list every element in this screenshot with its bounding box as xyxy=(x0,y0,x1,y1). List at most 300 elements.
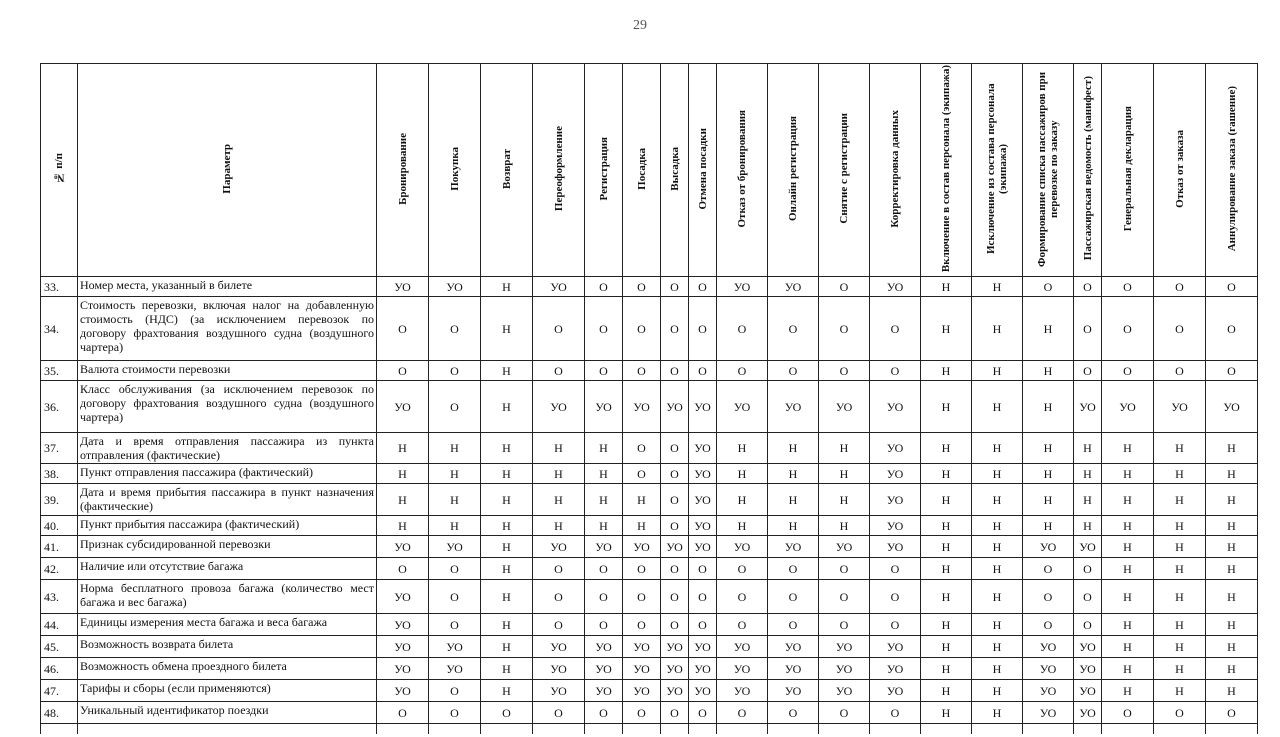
cell-value: УО xyxy=(377,277,429,297)
cell-value: УО xyxy=(1074,381,1102,433)
cell-value: О xyxy=(717,614,768,636)
cell-value: О xyxy=(870,361,921,381)
column-header-label: Снятие с регистрации xyxy=(838,113,850,224)
cell-value: О xyxy=(1154,702,1206,724)
cell-value: Н xyxy=(819,464,870,484)
column-header xyxy=(1206,64,1258,277)
cell-value: О xyxy=(870,702,921,724)
cell-value: О xyxy=(661,702,689,724)
cell-value: О xyxy=(377,361,429,381)
cell-value: Н xyxy=(481,464,533,484)
empty-cell xyxy=(717,724,768,735)
table-row xyxy=(41,702,1258,724)
column-header-label: Покупка xyxy=(448,146,461,191)
cell-value: УО xyxy=(768,658,819,680)
cell-value: Н xyxy=(1102,680,1154,702)
cell-value: УО xyxy=(689,536,717,558)
cell-value: УО xyxy=(623,636,661,658)
cell-value: Н xyxy=(972,658,1023,680)
column-header xyxy=(481,64,533,277)
table-row xyxy=(41,658,1258,680)
cell-value: О xyxy=(661,464,689,484)
cell-value: Н xyxy=(717,516,768,536)
header-row xyxy=(41,64,1258,277)
cell-value: О xyxy=(1154,277,1206,297)
cell-value: О xyxy=(870,558,921,580)
cell-value: УО xyxy=(689,484,717,516)
empty-cell xyxy=(972,724,1023,735)
empty-cell xyxy=(768,724,819,735)
cell-value: Н xyxy=(1154,536,1206,558)
cell-value: УО xyxy=(819,636,870,658)
cell-value: О xyxy=(689,702,717,724)
cell-value: Н xyxy=(921,277,972,297)
cell-value: О xyxy=(819,297,870,361)
cell-value: Н xyxy=(717,464,768,484)
row-number: 45. xyxy=(41,636,78,658)
column-header-label: № п/п xyxy=(53,153,65,184)
empty-cell xyxy=(870,724,921,735)
cell-value: УО xyxy=(661,658,689,680)
cell-value: Н xyxy=(429,464,481,484)
cell-value: Н xyxy=(481,614,533,636)
column-header-label: Онлайн регистрация xyxy=(787,116,799,221)
cell-value: Н xyxy=(1023,484,1074,516)
cell-value: Н xyxy=(429,516,481,536)
row-parameter: Стоимость перевозки, включая налог на добавленную стоимость (НДС) (за исключением перевозок по договору фрахтования воздушного судна (воздушного чартера) xyxy=(78,297,377,361)
cell-value: О xyxy=(533,297,585,361)
cell-value: Н xyxy=(972,297,1023,361)
row-parameter: Пункт прибытия пассажира (фактический) xyxy=(78,516,377,536)
cell-value: УО xyxy=(717,680,768,702)
cell-value: УО xyxy=(689,381,717,433)
cell-value: Н xyxy=(533,433,585,464)
cell-value: Н xyxy=(972,277,1023,297)
cell-value: О xyxy=(870,614,921,636)
cell-value: О xyxy=(585,702,623,724)
cell-value: Н xyxy=(533,516,585,536)
row-number: 34. xyxy=(41,297,78,361)
column-header xyxy=(819,64,870,277)
cell-value: УО xyxy=(819,536,870,558)
cell-value: Н xyxy=(1074,464,1102,484)
cell-value: Н xyxy=(481,558,533,580)
empty-cell xyxy=(1074,724,1102,735)
cell-value: Н xyxy=(481,680,533,702)
cell-value: Н xyxy=(533,464,585,484)
cell-value: УО xyxy=(717,277,768,297)
column-header xyxy=(585,64,623,277)
table-row xyxy=(41,516,1258,536)
row-number: 39. xyxy=(41,484,78,516)
row-parameter: Единицы измерения места багажа и веса багажа xyxy=(78,614,377,636)
row-parameter: Признак субсидированной перевозки xyxy=(78,536,377,558)
cell-value: Н xyxy=(1102,558,1154,580)
cell-value: Н xyxy=(1154,516,1206,536)
cell-value: УО xyxy=(870,680,921,702)
column-header-label: Регистрация xyxy=(597,136,610,201)
row-parameter: Дата и время прибытия пассажира в пункт назначения (фактические) xyxy=(78,484,377,516)
cell-value: Н xyxy=(819,433,870,464)
cell-value: О xyxy=(429,381,481,433)
cell-value: УО xyxy=(661,680,689,702)
cell-value: Н xyxy=(585,433,623,464)
cell-value: УО xyxy=(377,658,429,680)
cell-value: О xyxy=(768,702,819,724)
cell-value: Н xyxy=(481,381,533,433)
cell-value: УО xyxy=(819,680,870,702)
row-parameter: Норма бесплатного провоза багажа (количество мест багажа и вес багажа) xyxy=(78,580,377,614)
cell-value: УО xyxy=(623,536,661,558)
cell-value: Н xyxy=(921,361,972,381)
column-header xyxy=(429,64,481,277)
cell-value: О xyxy=(661,580,689,614)
column-header xyxy=(623,64,661,277)
table-row xyxy=(41,636,1258,658)
row-parameter: Наличие или отсутствие багажа xyxy=(78,558,377,580)
table-row xyxy=(41,381,1258,433)
cell-value: УО xyxy=(377,614,429,636)
cell-value: УО xyxy=(1074,536,1102,558)
empty-cell xyxy=(429,724,481,735)
cell-value: Н xyxy=(481,277,533,297)
cell-value: Н xyxy=(972,381,1023,433)
cell-value: О xyxy=(1023,614,1074,636)
column-header-label: Бронирование xyxy=(396,132,409,205)
cell-value: Н xyxy=(1102,516,1154,536)
cell-value: Н xyxy=(972,536,1023,558)
empty-cell xyxy=(623,724,661,735)
empty-cell xyxy=(377,724,429,735)
cell-value: Н xyxy=(921,702,972,724)
cell-value: О xyxy=(429,702,481,724)
cell-value: Н xyxy=(972,580,1023,614)
cell-value: УО xyxy=(533,680,585,702)
cell-value: О xyxy=(1023,277,1074,297)
cell-value: УО xyxy=(870,433,921,464)
table-row xyxy=(41,433,1258,464)
row-number: 46. xyxy=(41,658,78,680)
cell-value: Н xyxy=(1154,680,1206,702)
cell-value: УО xyxy=(377,381,429,433)
cell-value: Н xyxy=(921,297,972,361)
column-header xyxy=(870,64,921,277)
table-row-cutoff xyxy=(41,724,1258,735)
cell-value: О xyxy=(1102,361,1154,381)
cell-value: О xyxy=(623,277,661,297)
table-row xyxy=(41,464,1258,484)
empty-cell xyxy=(1023,724,1074,735)
cell-value: О xyxy=(623,297,661,361)
cell-value: О xyxy=(819,702,870,724)
cell-value: О xyxy=(717,580,768,614)
column-header-label: Переоформление xyxy=(552,125,565,212)
empty-cell xyxy=(819,724,870,735)
cell-value: О xyxy=(1074,361,1102,381)
cell-value: О xyxy=(768,361,819,381)
column-header xyxy=(717,64,768,277)
cell-value: О xyxy=(533,614,585,636)
cell-value: УО xyxy=(717,536,768,558)
cell-value: Н xyxy=(1074,433,1102,464)
column-header-label: Аннулирование заказа (гашение) xyxy=(1225,85,1238,252)
cell-value: УО xyxy=(585,680,623,702)
cell-value: О xyxy=(585,361,623,381)
cell-value: Н xyxy=(585,516,623,536)
cell-value: УО xyxy=(1102,381,1154,433)
cell-value: О xyxy=(768,297,819,361)
cell-value: О xyxy=(1206,277,1258,297)
cell-value: О xyxy=(533,702,585,724)
cell-value: О xyxy=(429,614,481,636)
cell-value: УО xyxy=(689,516,717,536)
table-row xyxy=(41,277,1258,297)
cell-value: Н xyxy=(481,433,533,464)
cell-value: О xyxy=(481,702,533,724)
cell-value: УО xyxy=(377,580,429,614)
cell-value: О xyxy=(1206,297,1258,361)
cell-value: О xyxy=(533,361,585,381)
cell-value: О xyxy=(768,614,819,636)
cell-value: Н xyxy=(1206,484,1258,516)
row-number: 35. xyxy=(41,361,78,381)
cell-value: О xyxy=(1074,558,1102,580)
column-header xyxy=(533,64,585,277)
cell-value: О xyxy=(377,297,429,361)
row-parameter: Валюта стоимости перевозки xyxy=(78,361,377,381)
cell-value: Н xyxy=(1206,516,1258,536)
cell-value: УО xyxy=(870,636,921,658)
column-header-label: Высадка xyxy=(668,146,681,191)
cell-value: Н xyxy=(481,484,533,516)
empty-cell xyxy=(661,724,689,735)
cell-value: О xyxy=(1154,297,1206,361)
cell-value: Н xyxy=(819,484,870,516)
cell-value: Н xyxy=(972,361,1023,381)
cell-value: УО xyxy=(689,433,717,464)
row-number: 41. xyxy=(41,536,78,558)
column-header-label: Параметр xyxy=(221,143,233,194)
cell-value: О xyxy=(1206,361,1258,381)
cell-value: УО xyxy=(870,516,921,536)
cell-value: УО xyxy=(623,680,661,702)
cell-value: О xyxy=(661,558,689,580)
cell-value: О xyxy=(623,614,661,636)
column-header xyxy=(1154,64,1206,277)
cell-value: Н xyxy=(921,484,972,516)
cell-value: О xyxy=(768,580,819,614)
cell-value: УО xyxy=(1023,658,1074,680)
cell-value: О xyxy=(533,580,585,614)
cell-value: Н xyxy=(921,614,972,636)
cell-value: Н xyxy=(972,516,1023,536)
cell-value: УО xyxy=(1074,702,1102,724)
cell-value: УО xyxy=(623,381,661,433)
cell-value: УО xyxy=(533,277,585,297)
cell-value: О xyxy=(429,297,481,361)
cell-value: Н xyxy=(1102,636,1154,658)
cell-value: Н xyxy=(972,680,1023,702)
cell-value: Н xyxy=(768,516,819,536)
cell-value: УО xyxy=(623,658,661,680)
cell-value: Н xyxy=(921,381,972,433)
table-row xyxy=(41,680,1258,702)
row-parameter: Пункт отправления пассажира (фактический) xyxy=(78,464,377,484)
cell-value: О xyxy=(689,558,717,580)
cell-value: Н xyxy=(1206,464,1258,484)
cell-value: О xyxy=(585,297,623,361)
cell-value: УО xyxy=(870,464,921,484)
column-header xyxy=(1102,64,1154,277)
cell-value: Н xyxy=(768,433,819,464)
table-row xyxy=(41,361,1258,381)
column-header xyxy=(78,64,377,277)
column-header xyxy=(1074,64,1102,277)
cell-value: УО xyxy=(768,381,819,433)
cell-value: О xyxy=(1023,580,1074,614)
row-number: 47. xyxy=(41,680,78,702)
cell-value: УО xyxy=(717,636,768,658)
page-number: 29 xyxy=(633,18,647,33)
cell-value: О xyxy=(819,614,870,636)
column-header xyxy=(972,64,1023,277)
cell-value: Н xyxy=(1102,484,1154,516)
cell-value: Н xyxy=(1206,433,1258,464)
cell-value: Н xyxy=(1102,536,1154,558)
table-row xyxy=(41,614,1258,636)
cell-value: УО xyxy=(533,381,585,433)
table-row xyxy=(41,484,1258,516)
cell-value: УО xyxy=(689,636,717,658)
cell-value: О xyxy=(623,702,661,724)
cell-value: О xyxy=(661,614,689,636)
cell-value: УО xyxy=(870,381,921,433)
cell-value: О xyxy=(623,361,661,381)
cell-value: Н xyxy=(429,433,481,464)
column-header xyxy=(1023,64,1074,277)
cell-value: УО xyxy=(1023,702,1074,724)
cell-value: О xyxy=(585,614,623,636)
cell-value: Н xyxy=(1102,464,1154,484)
cell-value: О xyxy=(717,361,768,381)
cell-value: УО xyxy=(661,636,689,658)
row-number: 37. xyxy=(41,433,78,464)
empty-cell xyxy=(533,724,585,735)
cell-value: Н xyxy=(819,516,870,536)
column-header xyxy=(377,64,429,277)
cell-value: Н xyxy=(1023,381,1074,433)
cell-value: О xyxy=(689,297,717,361)
cell-value: УО xyxy=(533,658,585,680)
cell-value: О xyxy=(623,433,661,464)
cell-value: УО xyxy=(1023,636,1074,658)
cell-value: УО xyxy=(429,658,481,680)
column-header-label: Исключение из состава персонала (экипажа) xyxy=(985,83,1009,254)
row-number: 42. xyxy=(41,558,78,580)
cell-value: О xyxy=(768,558,819,580)
cell-value: Н xyxy=(623,484,661,516)
cell-value: УО xyxy=(1023,680,1074,702)
cell-value: Н xyxy=(768,464,819,484)
cell-value: О xyxy=(689,614,717,636)
cell-value: Н xyxy=(921,516,972,536)
cell-value: О xyxy=(623,558,661,580)
column-header xyxy=(768,64,819,277)
cell-value: О xyxy=(819,361,870,381)
cell-value: О xyxy=(819,277,870,297)
cell-value: Н xyxy=(1154,433,1206,464)
cell-value: Н xyxy=(481,580,533,614)
cell-value: Н xyxy=(1023,464,1074,484)
cell-value: УО xyxy=(585,658,623,680)
cell-value: О xyxy=(819,580,870,614)
cell-value: Н xyxy=(533,484,585,516)
cell-value: Н xyxy=(377,433,429,464)
cell-value: УО xyxy=(717,658,768,680)
cell-value: Н xyxy=(585,484,623,516)
row-parameter: Возможность обмена проездного билета xyxy=(78,658,377,680)
cell-value: О xyxy=(1154,361,1206,381)
cell-value: О xyxy=(689,277,717,297)
cell-value: О xyxy=(1074,277,1102,297)
cell-value: УО xyxy=(429,536,481,558)
cell-value: УО xyxy=(585,536,623,558)
empty-cell xyxy=(585,724,623,735)
row-number: 36. xyxy=(41,381,78,433)
cell-value: О xyxy=(689,361,717,381)
column-header xyxy=(921,64,972,277)
cell-value: УО xyxy=(768,636,819,658)
cell-value: УО xyxy=(585,381,623,433)
cell-value: О xyxy=(661,484,689,516)
cell-value: Н xyxy=(1154,614,1206,636)
cell-value: УО xyxy=(819,658,870,680)
cell-value: О xyxy=(1102,702,1154,724)
cell-value: Н xyxy=(1206,614,1258,636)
cell-value: Н xyxy=(481,516,533,536)
cell-value: УО xyxy=(1154,381,1206,433)
cell-value: Н xyxy=(1102,614,1154,636)
cell-value: О xyxy=(1206,702,1258,724)
cell-value: Н xyxy=(1023,516,1074,536)
cell-value: О xyxy=(870,580,921,614)
cell-value: Н xyxy=(1102,433,1154,464)
cell-value: Н xyxy=(972,558,1023,580)
cell-value: Н xyxy=(921,636,972,658)
row-number: 48. xyxy=(41,702,78,724)
cell-value: О xyxy=(717,297,768,361)
row-parameter: Тарифы и сборы (если применяются) xyxy=(78,680,377,702)
cell-value: Н xyxy=(921,580,972,614)
cell-value: О xyxy=(661,433,689,464)
column-header xyxy=(661,64,689,277)
cell-value: Н xyxy=(481,361,533,381)
cell-value: О xyxy=(1074,580,1102,614)
cell-value: Н xyxy=(1154,464,1206,484)
cell-value: О xyxy=(717,558,768,580)
cell-value: Н xyxy=(1074,484,1102,516)
cell-value: Н xyxy=(1206,658,1258,680)
cell-value: УО xyxy=(585,636,623,658)
cell-value: Н xyxy=(972,433,1023,464)
cell-value: О xyxy=(585,580,623,614)
cell-value: УО xyxy=(870,277,921,297)
cell-value: Н xyxy=(972,484,1023,516)
column-header-label: Корректировка данных xyxy=(889,109,901,228)
cell-value: УО xyxy=(689,680,717,702)
cell-value: УО xyxy=(429,636,481,658)
cell-value: Н xyxy=(972,614,1023,636)
